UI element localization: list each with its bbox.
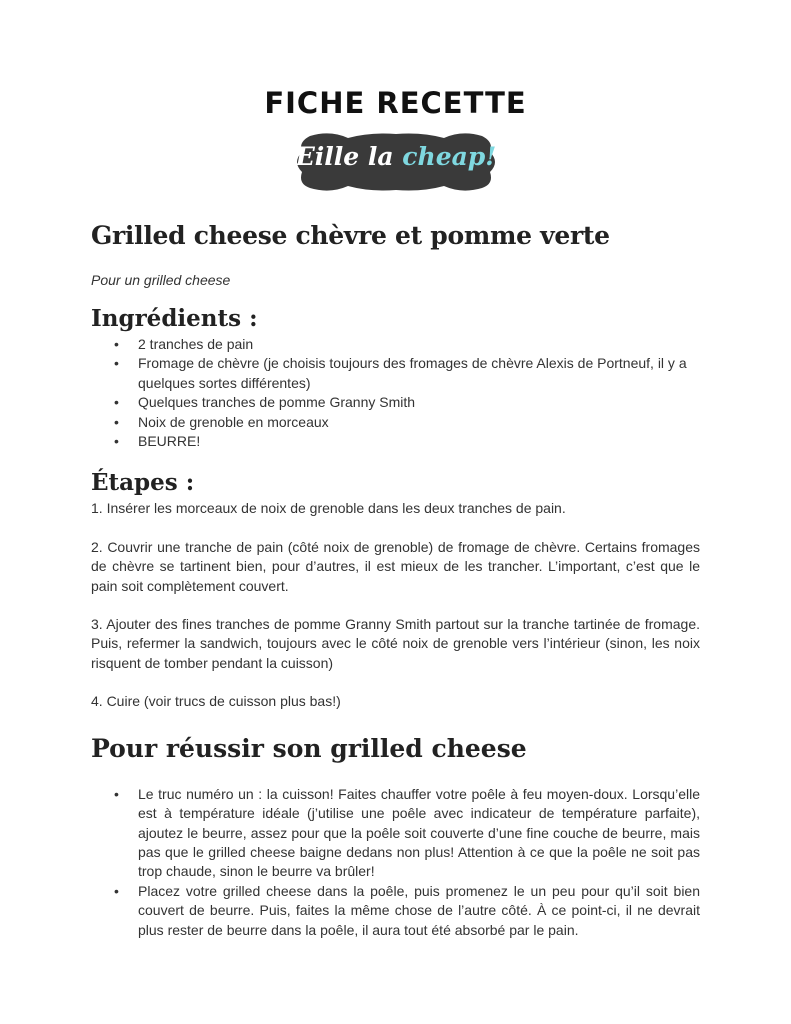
- ingredient-item: • Noix de grenoble en morceaux: [138, 413, 700, 432]
- ingredient-item: • 2 tranches de pain: [138, 335, 700, 354]
- recipe-title: Grilled cheese chèvre et pomme verte: [91, 221, 610, 250]
- step-item: 2. Couvrir une tranche de pain (côté noix de grenoble) de fromage de chèvre. Certains fromages de chèvre se tartinent bien, pour d’autres, il est mieux de les trancher. L’important, c’est que le pain soit complètement couvert.: [91, 538, 700, 594]
- steps-heading: Étapes :: [91, 469, 195, 497]
- serving-note: Pour un grilled cheese: [91, 272, 231, 288]
- ingredient-item: • BEURRE!: [138, 432, 700, 451]
- ingredients-heading: Ingrédients :: [91, 305, 258, 332]
- tip-item: • Placez votre grilled cheese dans la poêle, puis promenez le un peu pour qu’il soit bien couvert de beurre. Puis, faites la même chose de l’autre côté. À ce point-ci, il ne devrait plus rester de beurre dans la poêle, il aura tout été absorbé par le pain.: [138, 882, 700, 940]
- tips-heading: Pour réussir son grilled cheese: [91, 733, 527, 763]
- step-item: 4. Cuire (voir trucs de cuisson plus bas!): [91, 693, 341, 710]
- ingredients-list: [91, 335, 700, 451]
- tip-item: • Le truc numéro un : la cuisson! Faites chauffer votre poêle à feu moyen-doux. Lorsqu’elle est à température idéale (j’utilise une poêle avec indicateur de température parfaite), ajoutez le beurre, assez pour que la poêle soit couverte d’une fine couche de beurre, mais pas que le grilled cheese baigne dedans non plus! Attention à ce que la poêle ne soit pas trop chaude, sinon le beurre va brûler!: [138, 785, 700, 882]
- logo-text-main: Eille la: [295, 142, 403, 171]
- step-item: 3. Ajouter des fines tranches de pomme Granny Smith partout sur la tranche tartinée de fromage. Puis, refermer la sandwich, toujours avec le côté noix de grenoble vers l’intérieur (sinon, les noix risquent de tomber pendant la cuisson): [91, 616, 700, 671]
- brand-logo: [290, 128, 502, 196]
- recipe-content: [91, 218, 700, 940]
- logo-text-accent: cheap!: [402, 142, 497, 171]
- ingredient-item: • Fromage de chèvre (je choisis toujours des fromages de chèvre Alexis de Portneuf, il y a quelques sortes différentes): [138, 354, 700, 393]
- tips-list: [91, 785, 700, 940]
- steps-list: [91, 499, 700, 711]
- step-item: 1. Insérer les morceaux de noix de grenoble dans les deux tranches de pain.: [91, 500, 566, 517]
- ingredient-item: • Quelques tranches de pomme Granny Smith: [138, 393, 700, 412]
- logo-text: [290, 142, 502, 171]
- page-header-title: FICHE RECETTE: [264, 86, 527, 120]
